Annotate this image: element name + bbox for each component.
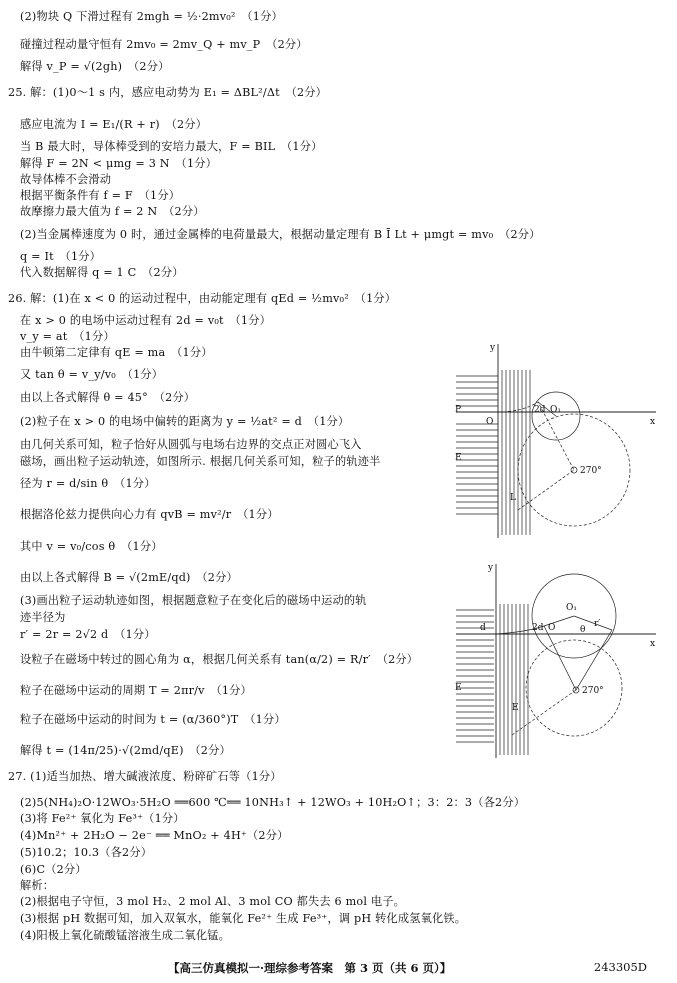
axis-label-x: x (650, 639, 656, 649)
label-e: E (455, 683, 462, 693)
footer-title: 【高三仿真模拟一·理综参考答案 第 3 页（共 6 页）】 (168, 961, 452, 975)
label-e-2: E (512, 703, 519, 713)
dashed-line (518, 470, 574, 510)
text-line: (2)根据电子守恒，3 mol H₂、2 mol Al、3 mol CO 都失去 6 mol 电子。 (20, 895, 406, 908)
text-line: 由以上各式解得 B = √(2mE/qd) （2分） (20, 571, 238, 584)
text-line: 解得 t = (14π/25)·√(2md/qE) （2分） (20, 744, 231, 757)
text-line: 径为 r = d/sin θ （1分） (20, 477, 156, 490)
text-line: v_y = at （1分） (20, 330, 115, 343)
trajectory-circle (518, 414, 630, 526)
text-line: 由以上各式解得 θ = 45° （2分） (20, 391, 196, 404)
label-p: P (455, 405, 462, 415)
text-line: (2)粒子在 x > 0 的电场中偏转的距离为 y = ½at² = d （1分） (20, 415, 350, 428)
axis-label-y: y (488, 563, 494, 573)
text-line: (6)C（2分） (20, 863, 87, 876)
text-line: 解得 v_P = √(2gh) （2分） (20, 60, 170, 73)
text-line: 粒子在磁场中运动的周期 T = 2πr/v （1分） (20, 684, 252, 697)
axis-label-y: y (490, 343, 496, 353)
text-line: 故摩擦力最大值为 f = 2 N （2分） (20, 205, 205, 218)
label-r-prime: r′ (594, 619, 601, 629)
dashed-line (512, 690, 576, 735)
label-l: L (510, 493, 516, 503)
text-line: 又 tan θ = v_y/v₀ （1分） (20, 368, 164, 381)
text-line: 在 x > 0 的电场中运动过程有 2d = v₀t （1分） (20, 314, 271, 327)
text-line: (3)画出粒子运动轨迹如图，根据题意粒子在变化后的磁场中运动的轨 (20, 594, 367, 607)
text-line: (4)阳极上氧化硫酸锰溶液生成二氧化锰。 (20, 929, 231, 942)
label-2d: 2d (534, 405, 546, 415)
text-line: (3)将 Fe²⁺ 氧化为 Fe³⁺（1分） (20, 812, 185, 825)
text-line: 根据平衡条件有 f = F （1分） (20, 189, 181, 202)
label-2d: 2d (532, 623, 544, 633)
center-point (571, 467, 577, 473)
label-theta: θ (580, 625, 586, 635)
trajectory-path (496, 626, 612, 690)
trajectory-diagram-2 (452, 560, 660, 760)
text-line: r′ = 2r = 2√2 d （1分） (20, 628, 156, 641)
text-line: 由牛顿第二定律有 qE = ma （1分） (20, 346, 213, 359)
angle-label: 270° (580, 466, 602, 476)
label-origin: O (486, 417, 494, 427)
label-o1: O₁ (566, 603, 577, 613)
question-26: 26. 解：(1)在 x < 0 的运动过程中，由动能定理有 qEd = ½mv₀² （1分） (8, 292, 397, 305)
text-line: 解析： (20, 879, 55, 892)
text-line: 碰撞过程动量守恒有 2mv₀ = 2mv_Q + mv_P （2分） (20, 38, 308, 51)
text-line: (2)当金属棒速度为 0 时，通过金属棒的电荷量最大，根据动量定理有 B Ī Lt + μmgt = mv₀ （2分） (20, 228, 541, 241)
text-line: 其中 v = v₀/cos θ （1分） (20, 540, 163, 553)
text-line: 代入数据解得 q = 1 C （2分） (20, 266, 184, 279)
text-line: (3)根据 pH 数据可知，加入双氧水，能氧化 Fe²⁺ 生成 Fe³⁺，调 pH 转化成氢氧化铁。 (20, 912, 467, 925)
text-line: (5)10.2；10.3（各2分） (20, 846, 153, 859)
text-line: (2)5(NH₄)₂O·12WO₃·5H₂O ══600 ℃══ 10NH₃↑ + 12WO₃ + 10H₂O↑；3：2：3（各2分） (20, 796, 526, 809)
text-line: 由几何关系可知，粒子恰好从圆弧与电场右边界的交点正对圆心飞入 (20, 438, 362, 451)
text-line: 磁场，画出粒子运动轨迹，如图所示. 根据几何关系可知，粒子的轨迹半 (20, 455, 381, 468)
question-25: 25. 解：(1)0～1 s 内，感应电动势为 E₁ = ΔBL²/Δt （2分） (8, 86, 328, 99)
text-line: (4)Mn²⁺ + 2H₂O − 2e⁻ ══ MnO₂ + 4H⁺（2分） (20, 829, 289, 842)
text-line: 粒子在磁场中运动的时间为 t = (α/360°)T （1分） (20, 713, 286, 726)
text-line: q = It （1分） (20, 250, 102, 263)
axis-label-x: x (650, 417, 656, 427)
text-line: 设粒子在磁场中转过的圆心角为 α，根据几何关系有 tan(α/2) = R/r′ （2分） (20, 653, 419, 666)
page-footer (0, 956, 677, 978)
trajectory-diagram-1 (452, 340, 660, 540)
angle-label: 270° (582, 686, 604, 696)
electric-field-lines (456, 370, 530, 535)
text-line: 解得 F = 2N < μmg = 3 N （1分） (20, 157, 218, 170)
electric-field-lines (456, 604, 528, 755)
text-line: 迹半径为 (20, 611, 66, 624)
label-origin: O (548, 623, 556, 633)
document-code: 243305D (593, 960, 647, 974)
text-line: 根据洛伦兹力提供向心力有 qvB = mv²/r （1分） (20, 508, 279, 521)
text-line: 感应电流为 I = E₁/(R + r) （2分） (20, 118, 208, 131)
text-line: 当 B 最大时，导体棒受到的安培力最大，F = BIL （1分） (20, 140, 323, 153)
question-27: 27. (1)适当加热、增大碱液浓度、粉碎矿石等（1分） (8, 770, 282, 783)
label-o1: O₁ (550, 405, 561, 415)
label-e: E (455, 453, 462, 463)
label-d: d (480, 623, 486, 633)
text-line: 故导体棒不会滑动 (20, 173, 112, 186)
text-line: (2)物块 Q 下滑过程有 2mgh = ½·2mv₀² （1分） (20, 10, 283, 23)
